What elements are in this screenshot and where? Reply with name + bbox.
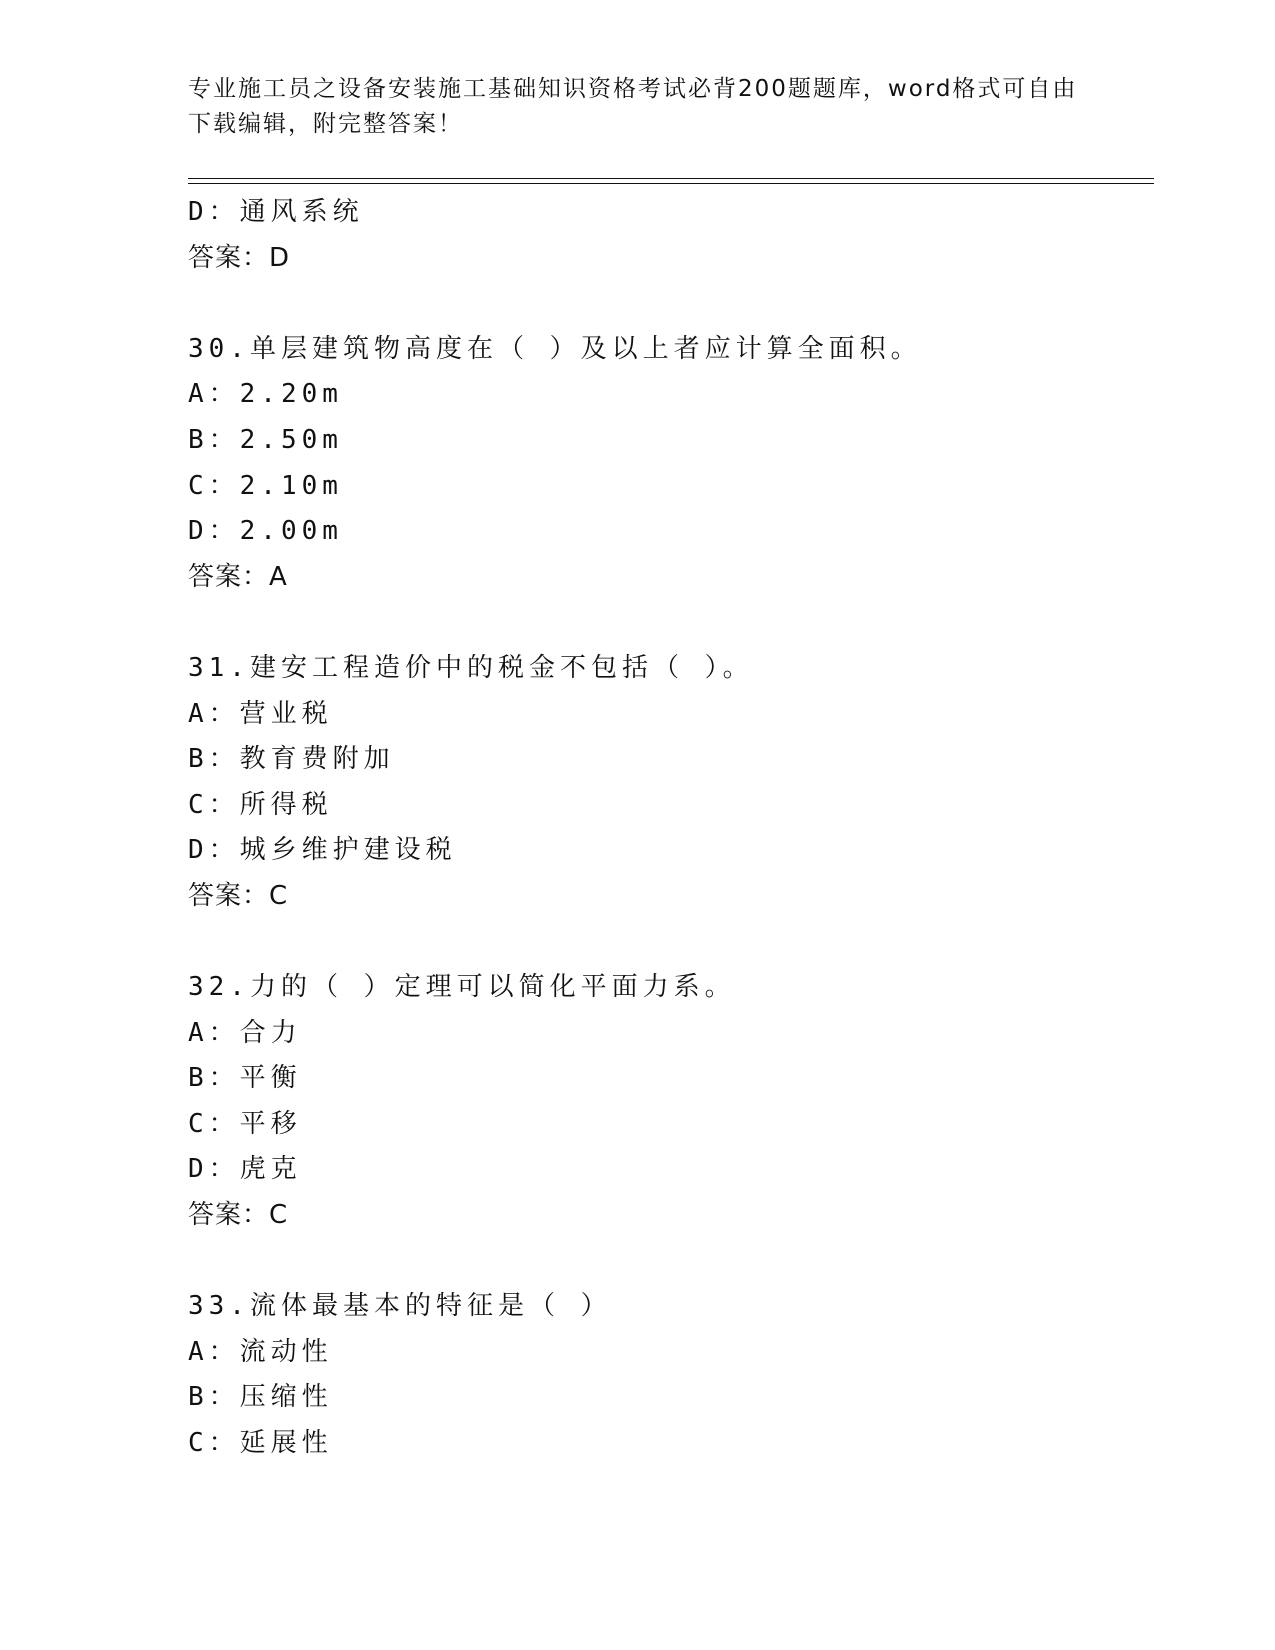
answer: 答案：C <box>188 1200 289 1231</box>
question-title: 31.建安工程造价中的税金不包括（ ）。 <box>188 652 754 683</box>
header-divider-top <box>188 178 1154 179</box>
option-b: B：平衡 <box>188 1063 302 1094</box>
option-d: D：城乡维护建设税 <box>188 835 457 866</box>
option-c: C：所得税 <box>188 789 333 820</box>
option-d: D：通风系统 <box>188 197 364 227</box>
option-b: B：2.50m <box>188 424 343 455</box>
question-list <box>188 190 1154 1467</box>
option-d: D：虎克 <box>188 1154 302 1185</box>
option-c: C：2.10m <box>188 470 343 501</box>
question-title: 32.力的（ ）定理可以简化平面力系。 <box>188 972 736 1003</box>
option-b: B：压缩性 <box>188 1382 333 1413</box>
header-line-1: 专业施工员之设备安装施工基础知识资格考试必背200题题库，word格式可自由 <box>188 76 1078 102</box>
option-a: A：合力 <box>188 1017 302 1048</box>
header-divider-bottom <box>188 183 1154 184</box>
answer: 答案：C <box>188 880 289 911</box>
option-a: A：流动性 <box>188 1336 333 1367</box>
option-b: B：教育费附加 <box>188 744 395 775</box>
option-d: D：2.00m <box>188 516 343 547</box>
answer: 答案：A <box>188 561 288 592</box>
option-c: C：平移 <box>188 1108 302 1139</box>
option-a: A：营业税 <box>188 698 333 729</box>
question-title: 33.流体最基本的特征是（ ） <box>188 1291 612 1322</box>
question-title: 30.单层建筑物高度在（ ）及以上者应计算全面积。 <box>188 333 922 364</box>
option-a: A：2.20m <box>188 379 343 410</box>
answer: 答案：D <box>188 242 291 273</box>
header-line-2: 下载编辑，附完整答案！ <box>188 111 463 137</box>
option-c: C：延展性 <box>188 1428 333 1459</box>
document-header <box>188 72 1088 142</box>
